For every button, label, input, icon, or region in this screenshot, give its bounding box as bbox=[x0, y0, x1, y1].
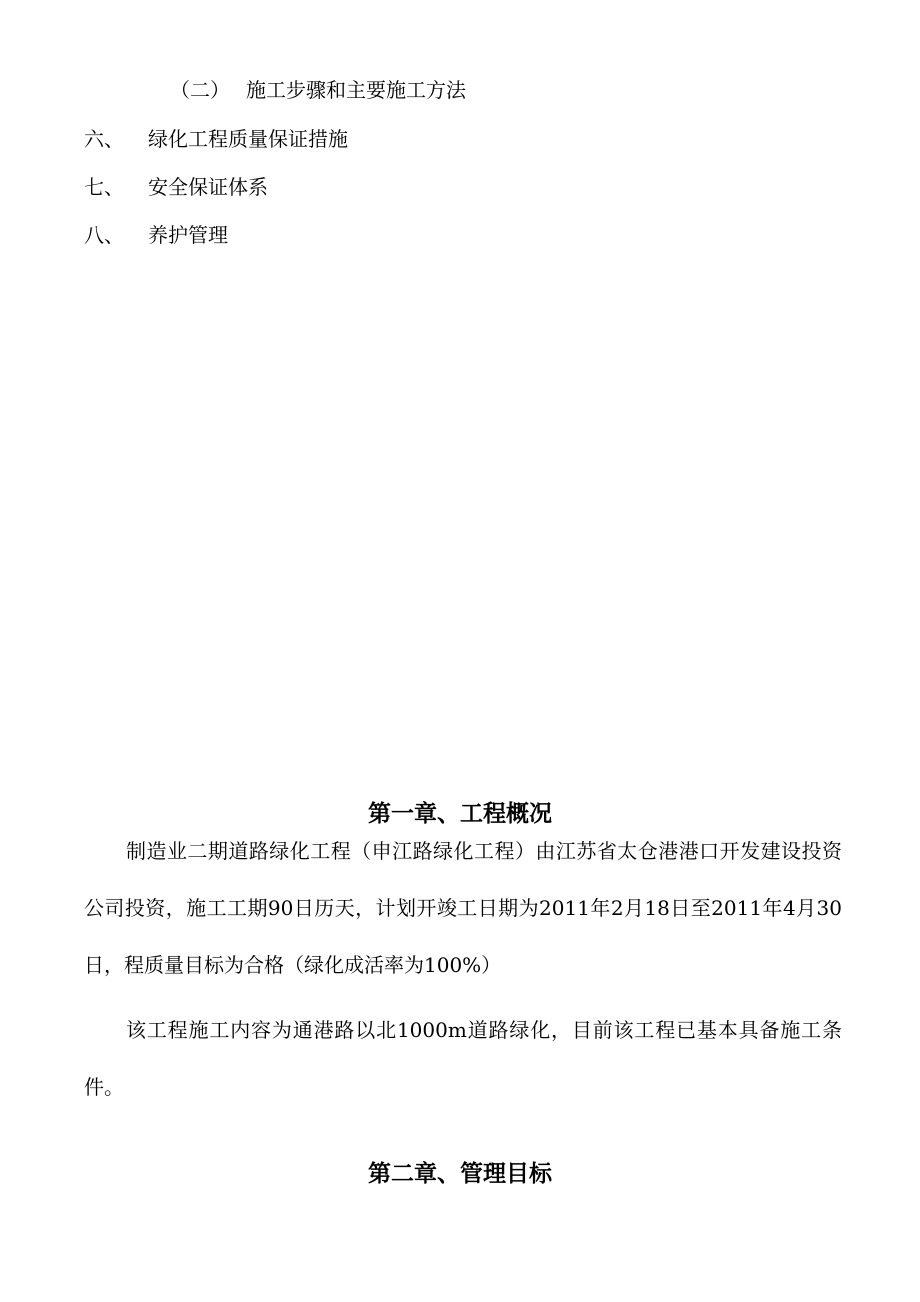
chapter-1-title: 第一章、工程概况 bbox=[368, 801, 552, 827]
toc-item-text: 安全保证体系 bbox=[148, 175, 268, 199]
toc-item-number: 六、 bbox=[84, 127, 124, 151]
toc-item-text: 绿化工程质量保证措施 bbox=[148, 127, 348, 151]
toc-item-number: 七、 bbox=[84, 175, 124, 199]
toc-item-text: 养护管理 bbox=[148, 223, 228, 247]
toc-subitem-number: （二） bbox=[170, 78, 230, 102]
toc-item-number: 八、 bbox=[84, 223, 124, 247]
chapter-2-title: 第二章、管理目标 bbox=[368, 1161, 552, 1187]
chapter-1-paragraph: 制造业二期道路绿化工程（申江路绿化工程）由江苏省太仓港港口开发建设投资公司投资，施工工期90日历天，计划开竣工日期为2011年2月18日至2011年4月30日，程质量目标为合格（绿化成活率为100%） bbox=[84, 839, 842, 977]
chapter-1-paragraph: 该工程施工内容为通港路以北1000m道路绿化，目前该工程已基本具备施工条件。 bbox=[84, 1018, 842, 1099]
toc-subitem-text: 施工步骤和主要施工方法 bbox=[246, 78, 466, 102]
